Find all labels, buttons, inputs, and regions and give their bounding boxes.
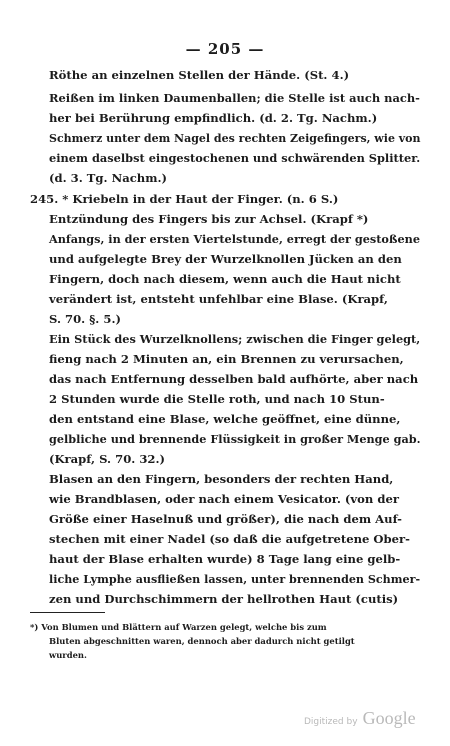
watermark-prefix: Digitized by xyxy=(304,717,358,727)
text-line: Schmerz unter dem Nagel des rechten Zeigefingers, wie von xyxy=(49,131,421,145)
text-line: Blasen an den Fingern, besonders der rechten Hand, xyxy=(49,472,394,486)
footnote-line: *) Von Blumen und Blättern auf Warzen gelegt, welche bis zum xyxy=(30,622,327,632)
text-line: 2 Stunden wurde die Stelle roth, und nach 10 Stun- xyxy=(49,392,385,406)
text-line: das nach Entfernung desselben bald aufhörte, aber nach xyxy=(49,372,419,386)
text-line: verändert ist, entsteht unfehlbar eine Blase. (Krapf, xyxy=(49,292,388,306)
text-line: Größe einer Haselnuß und größer), die nach dem Auf- xyxy=(49,512,402,526)
text-line: her bei Berührung empfindlich. (d. 2. Tg. Nachm.) xyxy=(49,111,378,125)
text-line: liche Lymphe ausfließen lassen, unter brennenden Schmer- xyxy=(49,572,421,586)
footnote-rule xyxy=(30,612,105,613)
text-line: haut der Blase erhalten wurde) 8 Tage lang eine gelb- xyxy=(49,552,401,566)
page-number: — 205 — xyxy=(185,40,265,58)
text-line: den entstand eine Blase, welche geöffnet, eine dünne, xyxy=(49,412,401,426)
text-line: Fingern, doch nach diesem, wenn auch die Haut nicht xyxy=(49,272,401,286)
text-line: (d. 3. Tg. Nachm.) xyxy=(49,171,167,185)
digitized-watermark xyxy=(304,708,416,729)
text-line: fieng nach 2 Minuten an, ein Brennen zu verursachen, xyxy=(49,352,404,366)
entry-heading: 245. * Kriebeln in der Haut der Finger. (n. 6 S.) xyxy=(30,192,339,206)
footnote-line: wurden. xyxy=(49,650,87,660)
text-line: und aufgelegte Brey der Wurzelknollen Jücken an den xyxy=(49,252,402,266)
text-line: wie Brandblasen, oder nach einem Vesicator. (von der xyxy=(49,492,399,506)
text-line: zen und Durchschimmern der hellrothen Haut (cutis) xyxy=(49,592,399,606)
text-line: Entzündung des Fingers bis zur Achsel. (Krapf *) xyxy=(49,212,369,226)
text-line: Röthe an einzelnen Stellen der Hände. (St. 4.) xyxy=(49,68,350,82)
google-logo: Google xyxy=(362,708,416,728)
text-line: einem daselbst eingestochenen und schwärenden Splitter. xyxy=(49,151,421,165)
text-line: Anfangs, in der ersten Viertelstunde, erregt der gestoßene xyxy=(49,232,420,246)
text-line: S. 70. §. 5.) xyxy=(49,312,121,326)
text-line: stechen mit einer Nadel (so daß die aufgetretene Ober- xyxy=(49,532,410,546)
text-line: Reißen im linken Daumenballen; die Stelle ist auch nach- xyxy=(49,91,420,105)
text-line: gelbliche und brennende Flüssigkeit in großer Menge gab. xyxy=(49,432,421,446)
footnote-line: Bluten abgeschnitten waren, dennoch aber dadurch nicht getilgt xyxy=(49,636,355,646)
text-line: Ein Stück des Wurzelknollens; zwischen die Finger gelegt, xyxy=(49,332,421,346)
text-line: (Krapf, S. 70. 32.) xyxy=(49,452,165,466)
